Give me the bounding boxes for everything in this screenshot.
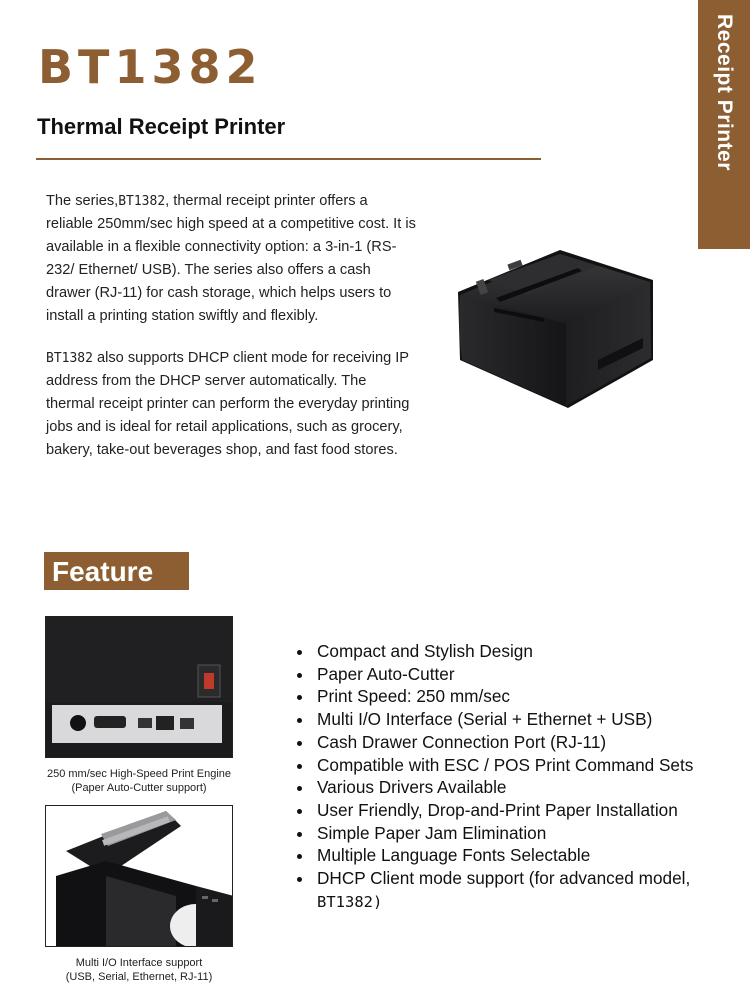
feature-item: Paper Auto-Cutter	[296, 663, 736, 686]
model-title: BT1382	[38, 40, 263, 94]
feature-item: Simple Paper Jam Elimination	[296, 822, 736, 845]
feature-item: Various Drivers Available	[296, 776, 736, 799]
feature-item: Multiple Language Fonts Selectable	[296, 844, 736, 867]
side-tab-label: Receipt Printer	[713, 14, 736, 171]
feature-item: DHCP Client mode support (for advanced model, BT1382)	[296, 867, 736, 913]
printer-product-image	[448, 240, 663, 410]
photo2-caption: Multi I/O Interface support (USB, Serial, Ethernet, RJ-11)	[65, 957, 213, 983]
side-tab	[698, 0, 750, 249]
open-lid-photo	[45, 805, 233, 947]
feature-item: User Friendly, Drop-and-Print Paper Installation	[296, 799, 736, 822]
title-divider	[36, 158, 541, 160]
feature-item: Compatible with ESC / POS Print Command Sets	[296, 754, 736, 777]
model-inline: BT1382	[118, 194, 166, 209]
feature-item: Compact and Stylish Design	[296, 640, 736, 663]
open-lid-image	[46, 806, 233, 947]
feature-item: Multi I/O Interface (Serial + Ethernet + USB)	[296, 708, 736, 731]
page-subtitle: Thermal Receipt Printer	[37, 114, 286, 139]
feature-item: Cash Drawer Connection Port (RJ-11)	[296, 731, 736, 754]
photo1-caption: 250 mm/sec High-Speed Print Engine (Paper Auto-Cutter support)	[46, 768, 232, 794]
back-panel-photo	[45, 616, 233, 758]
model-inline: BT1382)	[317, 892, 383, 911]
feature-heading: Feature	[44, 552, 189, 590]
feature-item: Print Speed: 250 mm/sec	[296, 685, 736, 708]
intro-paragraph-1: The series,BT1382, thermal receipt printer offers a reliable 250mm/sec high speed at a competitive cost. It is available in a flexible connectivity option: a 3-in-1 (RS-232/ Ethernet/ USB). The series also offers a cash drawer (RJ-11) for cash storage, which helps users to install a printing station swiftly and flexibly.	[46, 193, 416, 324]
back-panel-image	[46, 617, 233, 758]
model-inline: BT1382	[46, 351, 93, 366]
intro-paragraph-2: BT1382 also supports DHCP client mode for receiving IP address from the DHCP server automatically. The thermal receipt printer can perform the everyday printing jobs and is ideal for retail applications, such as grocery, bakery, take-out beverages shop, and fast food stores.	[46, 350, 410, 458]
feature-list	[296, 640, 736, 913]
